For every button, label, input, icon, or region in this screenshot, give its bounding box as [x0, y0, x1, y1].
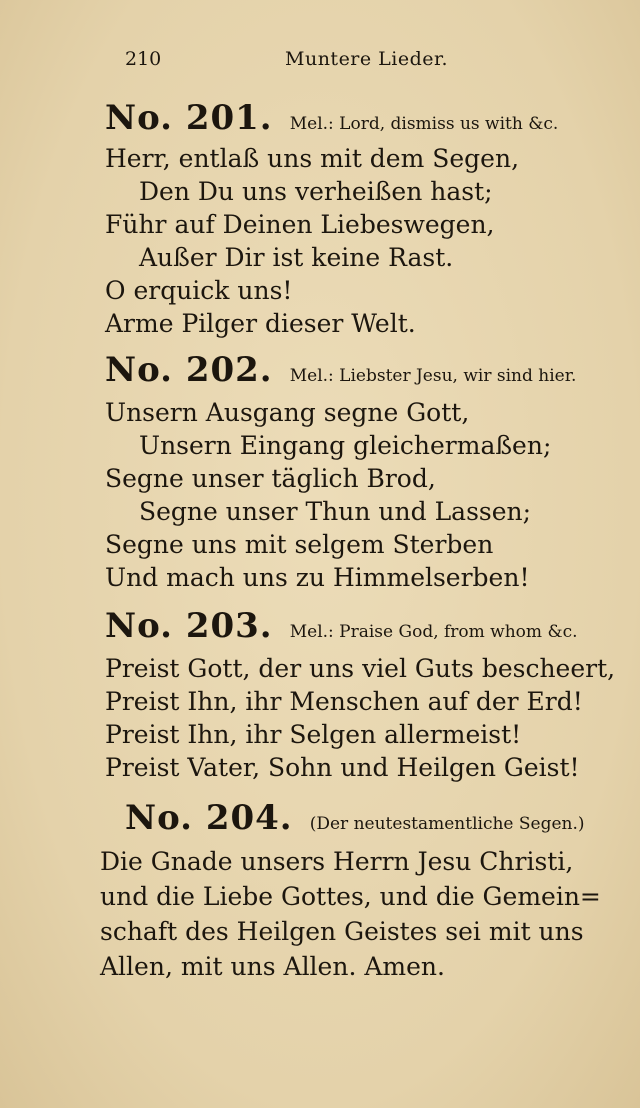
verse-line: Segne unser Thun und Lassen; — [139, 497, 532, 526]
verse-line: Herr, entlaß uns mit dem Segen, — [105, 144, 520, 173]
hymn-202-heading — [105, 350, 618, 392]
hymn-203-verse — [105, 652, 622, 784]
verse-line: Segne unser täglich Brod, — [105, 464, 436, 493]
benediction-line: schaft des Heilgen Geistes sei mit uns — [100, 917, 584, 946]
hymn-number: No. 204. — [125, 798, 293, 838]
hymn-204-heading — [125, 798, 618, 840]
melody-note: Mel.: Liebster Jesu, wir sind hier. — [289, 366, 577, 386]
hymn-number: No. 202. — [105, 350, 273, 390]
verse-line: Und mach uns zu Himmelserben! — [105, 563, 530, 592]
hymn-203-heading — [105, 606, 618, 648]
verse-line: Preist Vater, Sohn und Heilgen Geist! — [105, 753, 580, 782]
hymn-201-heading — [105, 98, 618, 140]
running-title: Muntere Lieder. — [285, 48, 449, 70]
hymn-201-verse — [105, 142, 622, 340]
melody-note: Mel.: Lord, dismiss us with &c. — [289, 114, 559, 134]
benediction-line: und die Liebe Gottes, und die Gemein= — [100, 882, 601, 911]
hymn-number: No. 201. — [105, 98, 273, 138]
verse-line: Unsern Eingang gleichermaßen; — [139, 431, 552, 460]
verse-line: O erquick uns! — [105, 276, 293, 305]
melody-note: Mel.: Praise God, from whom &c. — [289, 622, 578, 642]
verse-line: Den Du uns verheißen hast; — [139, 177, 493, 206]
verse-line: Preist Ihn, ihr Selgen allermeist! — [105, 720, 522, 749]
benediction-text — [100, 844, 618, 984]
benediction-line: Die Gnade unsers Herrn Jesu Christi, — [100, 847, 574, 876]
page-number: 210 — [125, 48, 162, 70]
benediction-line: Allen, mit uns Allen. Amen. — [100, 952, 445, 981]
verse-line: Außer Dir ist keine Rast. — [139, 243, 454, 272]
page-header — [125, 48, 600, 74]
verse-line: Unsern Ausgang segne Gott, — [105, 398, 470, 427]
verse-line: Führ auf Deinen Liebeswegen, — [105, 210, 495, 239]
verse-line: Preist Ihn, ihr Menschen auf der Erd! — [105, 687, 583, 716]
hymn-number: No. 203. — [105, 606, 273, 646]
hymn-202-verse — [105, 396, 622, 594]
verse-line: Arme Pilger dieser Welt. — [105, 309, 416, 338]
melody-note: (Der neutestamentliche Segen.) — [309, 814, 585, 834]
verse-line: Preist Gott, der uns viel Guts bescheert, — [105, 654, 616, 683]
verse-line: Segne uns mit selgem Sterben — [105, 530, 494, 559]
